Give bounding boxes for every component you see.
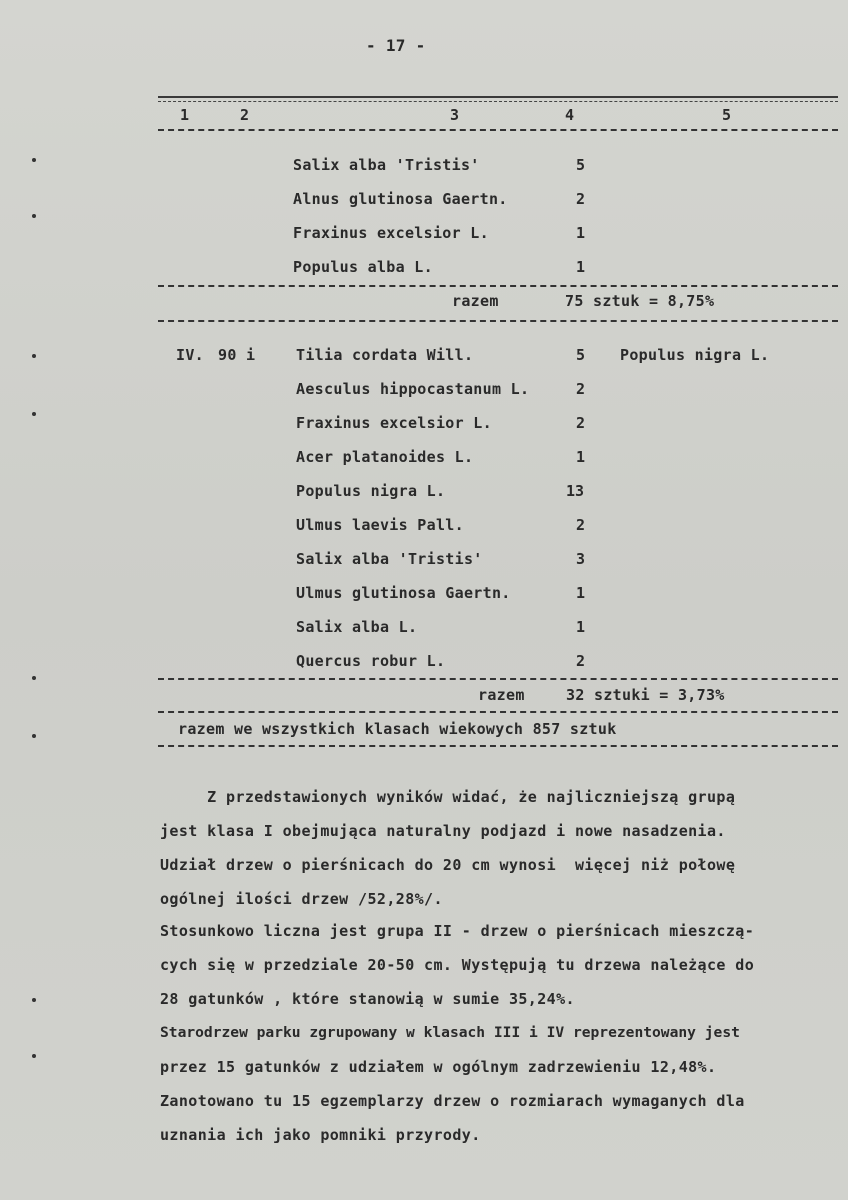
column-header-5: 5	[722, 106, 732, 124]
species-name: Alnus glutinosa Gaertn.	[293, 190, 508, 208]
paragraph-line: ogólnej ilości drzew /52,28%/.	[160, 890, 443, 908]
margin-mark	[32, 158, 36, 162]
species-name: Quercus robur L.	[296, 652, 446, 670]
margin-mark	[32, 1054, 36, 1058]
margin-mark	[32, 734, 36, 738]
table-top-rule-2	[158, 101, 838, 102]
paragraph-line: Stosunkowo liczna jest grupa II - drzew o pierśnicach mieszczą-	[160, 922, 755, 940]
species-name: Salix alba 'Tristis'	[296, 550, 483, 568]
species-count: 1	[576, 584, 586, 602]
table-top-rule	[158, 96, 838, 98]
species-count: 5	[576, 156, 586, 174]
species-count: 1	[576, 448, 586, 466]
species-name: Aesculus hippocastanum L.	[296, 380, 530, 398]
age-class: IV.	[176, 346, 204, 364]
column-header-1: 1	[180, 106, 190, 124]
page-number: - 17 -	[366, 36, 426, 55]
species-name: Salix alba L.	[296, 618, 418, 636]
column-header-3: 3	[450, 106, 460, 124]
paragraph-line: Udział drzew o pierśnicach do 20 cm wynosi więcej niż połowę	[160, 856, 736, 874]
species-count: 5	[576, 346, 586, 364]
paragraph-line: cych się w przedziale 20-50 cm. Występują tu drzewa należące do	[160, 956, 755, 974]
section-rule	[158, 320, 838, 322]
paragraph-line: przez 15 gatunków z udziałem w ogólnym zadrzewieniu 12,48%.	[160, 1058, 717, 1076]
species-name: Acer platanoides L.	[296, 448, 474, 466]
species-count: 1	[576, 258, 586, 276]
column-header-2: 2	[240, 106, 250, 124]
species-name: Ulmus glutinosa Gaertn.	[296, 584, 511, 602]
paragraph-line: Starodrzew parku zgrupowany w klasach III i IV reprezentowany jest	[160, 1024, 740, 1041]
species-count: 2	[576, 190, 586, 208]
species-name: Salix alba 'Tristis'	[293, 156, 480, 174]
species-name: Tilia cordata Will.	[296, 346, 474, 364]
subtotal-rule	[158, 285, 838, 287]
diameter-range: 90 i	[218, 346, 256, 364]
subtotal-rule	[158, 678, 838, 680]
paragraph-line: uznania ich jako pomniki przyrody.	[160, 1126, 481, 1144]
subtotal-value: 75 sztuk = 8,75%	[565, 292, 715, 310]
margin-mark	[32, 676, 36, 680]
margin-mark	[32, 412, 36, 416]
column-header-4: 4	[565, 106, 575, 124]
subtotal-label: razem	[478, 686, 525, 704]
species-name: Populus nigra L.	[296, 482, 446, 500]
species-count: 2	[576, 516, 586, 534]
species-name: Fraxinus excelsior L.	[293, 224, 489, 242]
margin-mark	[32, 354, 36, 358]
species-count: 3	[576, 550, 586, 568]
species-name: Populus alba L.	[293, 258, 433, 276]
species-count: 2	[576, 380, 586, 398]
paragraph-line: 28 gatunków , które stanowią w sumie 35,24%.	[160, 990, 575, 1008]
paragraph-line: Zanotowano tu 15 egzemplarzy drzew o rozmiarach wymaganych dla	[160, 1092, 745, 1110]
species-count: 2	[576, 414, 586, 432]
species-count: 1	[576, 224, 586, 242]
section-rule	[158, 711, 838, 713]
species-count: 2	[576, 652, 586, 670]
table-bottom-rule	[158, 745, 838, 747]
subtotal-label: razem	[452, 292, 499, 310]
paragraph-line: Z przedstawionych wyników widać, że najliczniejszą grupą	[160, 788, 736, 806]
species-count: 1	[576, 618, 586, 636]
margin-mark	[32, 214, 36, 218]
grand-total: razem we wszystkich klasach wiekowych 857 sztuk	[178, 720, 617, 738]
species-name: Ulmus laevis Pall.	[296, 516, 464, 534]
class-note: Populus nigra L.	[620, 346, 770, 364]
subtotal-value: 32 sztuki = 3,73%	[566, 686, 725, 704]
margin-mark	[32, 998, 36, 1002]
species-count: 13	[566, 482, 585, 500]
header-bottom-rule	[158, 129, 838, 131]
paragraph-line: jest klasa I obejmująca naturalny podjazd i nowe nasadzenia.	[160, 822, 726, 840]
species-name: Fraxinus excelsior L.	[296, 414, 492, 432]
